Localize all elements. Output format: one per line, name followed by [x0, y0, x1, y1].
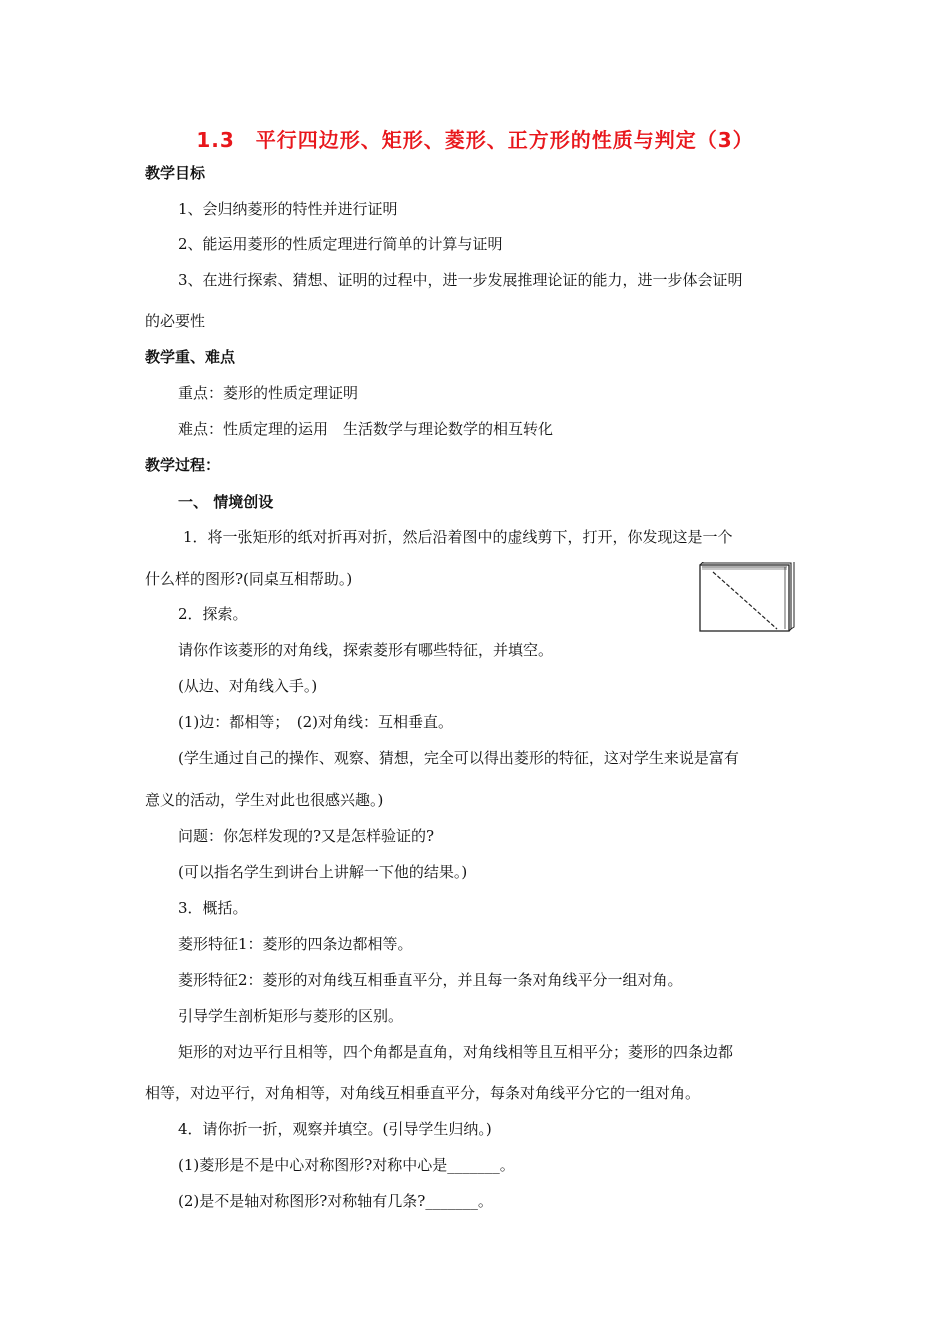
process-line-19: (2)是不是轴对称图形?对称轴有几条?_______。 [178, 1192, 493, 1210]
section-heading-1: 一、 情境创设 [178, 493, 274, 511]
goals-heading: 教学目标 [145, 164, 206, 182]
goal-item-1: 1、会归纳菱形的特性并进行证明 [178, 200, 398, 218]
process-line-2: 什么样的图形?(同桌互相帮助。) [145, 570, 353, 588]
process-line-11: 3．概括。 [178, 899, 248, 917]
process-line-16: 相等，对边平行，对角相等，对角线互相垂直平分，每条对角线平分它的一组对角。 [145, 1084, 701, 1102]
goal-item-3-cont: 的必要性 [145, 312, 206, 330]
process-line-18: (1)菱形是不是中心对称图形?对称中心是_______。 [178, 1156, 515, 1174]
document-title: 1.3 平行四边形、矩形、菱形、正方形的性质与判定（3） [196, 128, 754, 152]
key-point-difficulty: 难点：性质定理的运用 生活数学与理论数学的相互转化 [178, 420, 554, 438]
process-line-12: 菱形特征1：菱形的四条边都相等。 [178, 935, 413, 953]
process-line-8: 意义的活动，学生对此也很感兴趣。) [145, 791, 384, 809]
goal-item-2: 2、能运用菱形的性质定理进行简单的计算与证明 [178, 235, 503, 253]
key-point-focus: 重点：菱形的性质定理证明 [178, 384, 359, 402]
goal-item-3: 3、在进行探索、猜想、证明的过程中，进一步发展推理论证的能力，进一步体会证明 [178, 271, 743, 289]
process-heading: 教学过程： [145, 456, 221, 474]
key-points-heading: 教学重、难点 [145, 348, 236, 366]
process-line-17: 4．请你折一折，观察并填空。(引导学生归纳。) [178, 1120, 492, 1138]
process-line-5: (从边、对角线入手。) [178, 677, 318, 695]
process-line-13: 菱形特征2：菱形的对角线互相垂直平分，并且每一条对角线平分一组对角。 [178, 971, 683, 989]
process-line-15: 矩形的对边平行且相等，四个角都是直角，对角线相等且互相平分；菱形的四条边都 [178, 1043, 734, 1061]
process-line-9: 问题：你怎样发现的?又是怎样验证的? [178, 827, 435, 845]
process-line-7: (学生通过自己的操作、观察、猜想，完全可以得出菱形的特征，这对学生来说是富有 [178, 749, 739, 767]
process-line-1: 1．将一张矩形的纸对折再对折，然后沿着图中的虚线剪下，打开，你发现这是一个 [183, 528, 733, 546]
process-line-14: 引导学生剖析矩形与菱形的区别。 [178, 1007, 404, 1025]
process-line-6: (1)边：都相等； (2)对角线：互相垂直。 [178, 713, 453, 731]
process-line-4: 请你作该菱形的对角线，探索菱形有哪些特征，并填空。 [178, 641, 554, 659]
folded-paper-figure [699, 562, 795, 632]
process-line-3: 2．探索。 [178, 605, 248, 623]
process-line-10: (可以指名学生到讲台上讲解一下他的结果。) [178, 863, 468, 881]
